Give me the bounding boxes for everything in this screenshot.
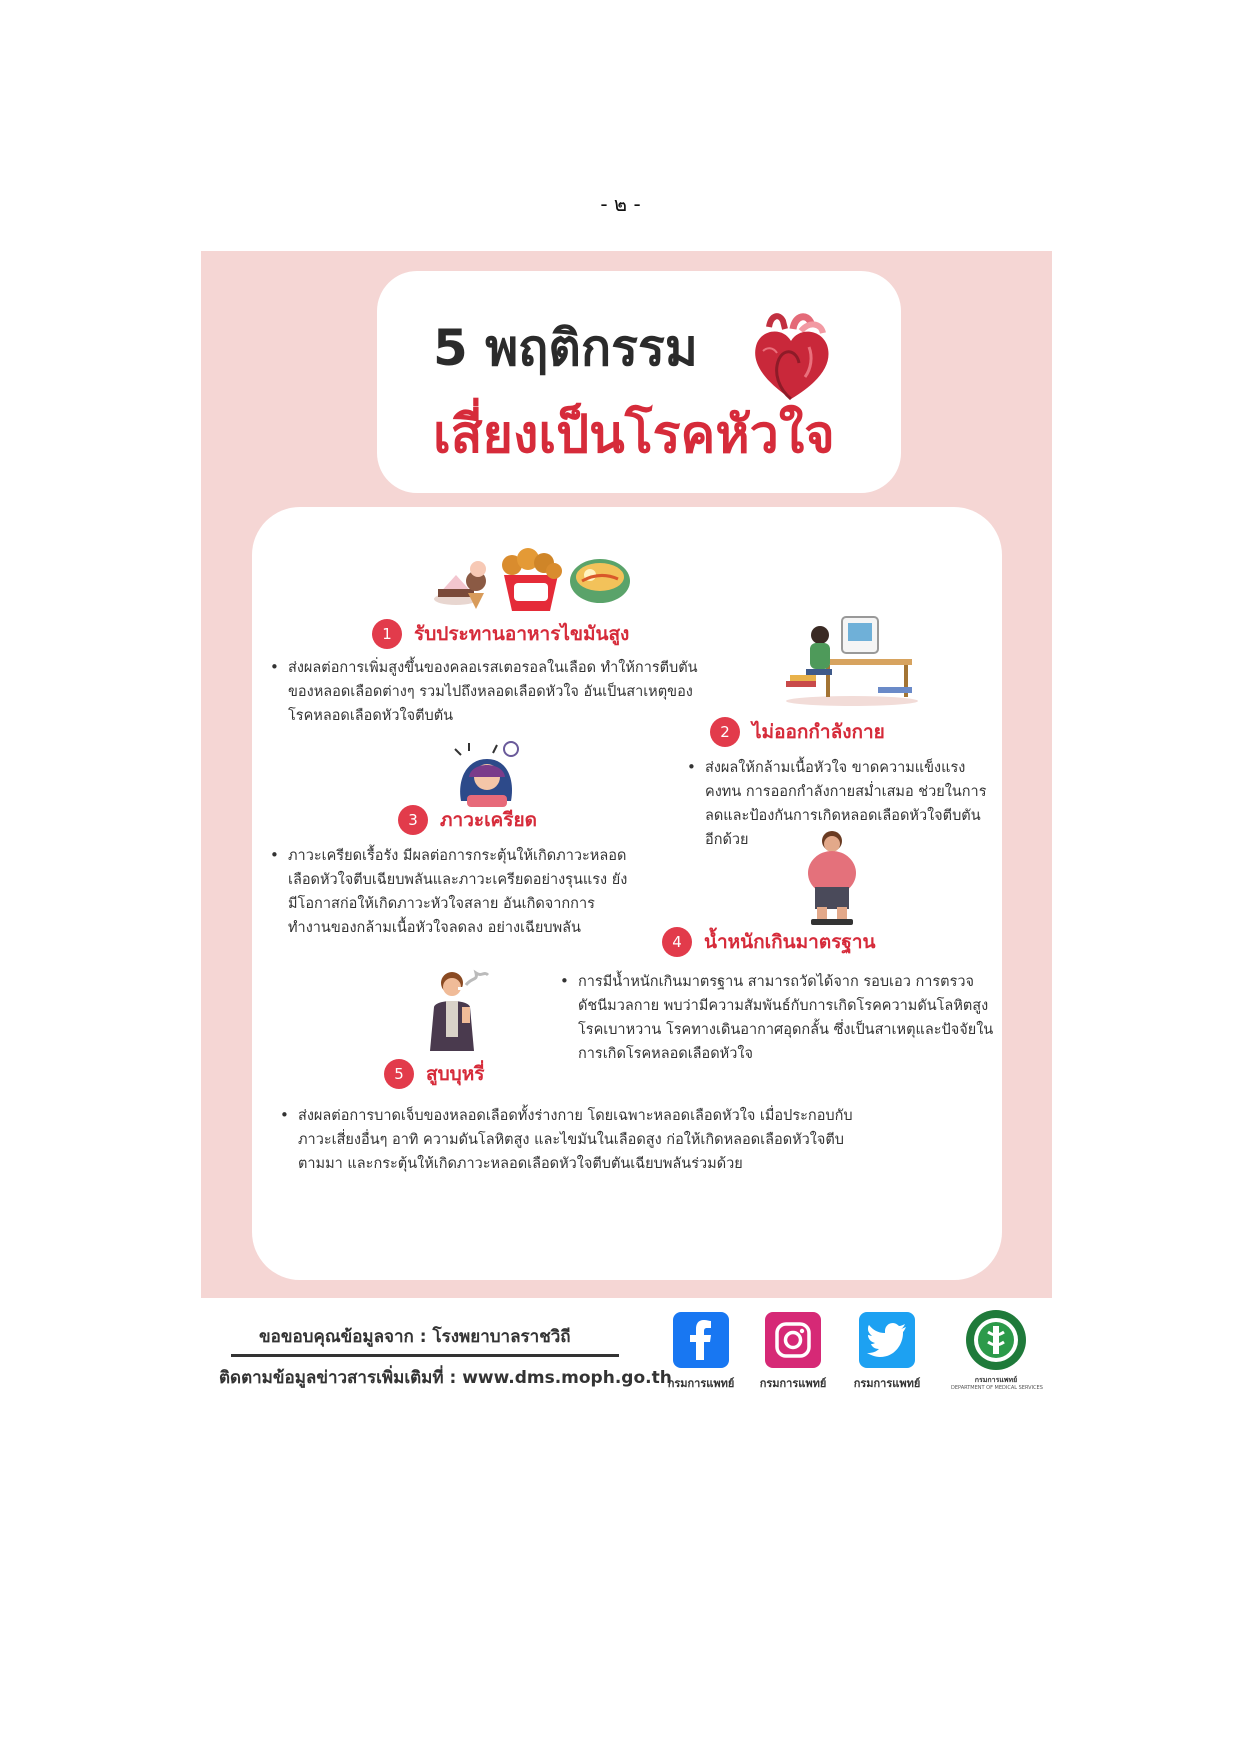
twitter-caption: กรมการแพทย์ <box>853 1377 921 1390</box>
instagram-icon[interactable] <box>765 1312 821 1368</box>
stressed-woman-icon <box>447 739 527 809</box>
section-4-body: • การมีน้ำหนักเกินมาตรฐาน สามารถวัดได้จาก รอบเอว การตรวจดัชนีมวลกาย พบว่ามีความสัมพันธ์กับการเกิดโรคความดันโลหิตสูง โรคเบาหวาน โรคทางเดินอากาศอุดกลั้น ซึ่งเป็นสาเหตุและปัจจัยในการเกิดโรคหลอดเลือดหัวใจ <box>560 969 998 1066</box>
poster-title-line2: เสี่ยงเป็นโรคหัวใจ <box>433 405 835 465</box>
section-2-number: 2 <box>710 717 740 747</box>
facebook-icon[interactable] <box>673 1312 729 1368</box>
section-1-heading <box>372 619 629 649</box>
dms-seal <box>951 1308 1041 1392</box>
heart-icon <box>749 307 833 403</box>
poster-title-line1: 5 พฤติกรรม <box>433 319 698 377</box>
section-4-heading <box>662 927 876 957</box>
section-1-body: • ส่งผลต่อการเพิ่มสูงขึ้นของคลอเรสเตอรอลในเลือด ทำให้การตีบตันของหลอดเลือดต่างๆ รวมไปถึงหลอดเลือดหัวใจ อันเป็นสาเหตุของโรคหลอดเลือดหัวใจตีบตัน <box>270 655 708 728</box>
section-3-heading <box>398 805 537 835</box>
title-card <box>377 271 901 493</box>
section-4-number: 4 <box>662 927 692 957</box>
poster-footer <box>201 1300 1052 1410</box>
dms-seal-subcaption: DEPARTMENT OF MEDICAL SERVICES <box>951 1385 1043 1391</box>
dms-seal-icon <box>964 1308 1028 1372</box>
dms-seal-caption: กรมการแพทย์ <box>974 1376 1018 1384</box>
desk-worker-icon <box>782 607 922 707</box>
facebook-link[interactable] <box>656 1312 746 1392</box>
section-1-number: 1 <box>372 619 402 649</box>
overweight-person-icon <box>797 829 867 927</box>
content-card <box>252 507 1002 1280</box>
twitter-link[interactable] <box>842 1312 932 1392</box>
section-5-body: • ส่งผลต่อการบาดเจ็บของหลอดเลือดทั้งร่างกาย โดยเฉพาะหลอดเลือดหัวใจ เมื่อประกอบกับภาวะเสี่ยงอื่นๆ อาทิ ความดันโลหิตสูง และไขมันในเลือดสูง ก่อให้เกิดหลอดเลือดหัวใจตีบตามมา และกระตุ้นให้เกิดภาวะหลอดเลือดหัวใจตีบตันเฉียบพลันร่วมด้วย <box>280 1103 858 1176</box>
follow-text: ติดตามข้อมูลข่าวสารเพิ่มเติมที่ : www.dms.moph.go.th <box>219 1368 672 1388</box>
section-2-title: ไม่ออกกำลังกาย <box>752 721 885 743</box>
food-icons <box>432 535 632 613</box>
section-3-number: 3 <box>398 805 428 835</box>
smoking-man-icon <box>422 967 492 1055</box>
section-2-heading <box>710 717 885 747</box>
credit-divider <box>231 1354 619 1357</box>
section-4-title: น้ำหนักเกินมาตรฐาน <box>704 931 876 953</box>
section-2-body: • ส่งผลให้กล้ามเนื้อหัวใจ ขาดความแข็งแรง คงทน การออกกำลังกายสม่ำเสมอ ช่วยในการลดและป้องกันการเกิดหลอดเลือดหัวใจตีบตันอีกด้วย <box>687 755 995 852</box>
section-3-title: ภาวะเครียด <box>440 809 537 831</box>
instagram-link[interactable] <box>748 1312 838 1392</box>
credit-text: ขอขอบคุณข้อมูลจาก : โรงพยาบาลราชวิถี <box>259 1327 571 1347</box>
facebook-caption: กรมการแพทย์ <box>667 1377 735 1390</box>
section-5-heading <box>384 1059 484 1089</box>
section-5-number: 5 <box>384 1059 414 1089</box>
page-number: - ๒ - <box>600 192 641 216</box>
infographic-poster <box>201 251 1052 1298</box>
twitter-icon[interactable] <box>859 1312 915 1368</box>
section-3-body: • ภาวะเครียดเรื้อรัง มีผลต่อการกระตุ้นให้เกิดภาวะหลอดเลือดหัวใจตีบเฉียบพลันและภาวะเครียดอย่างรุนแรง ยังมีโอกาสก่อให้เกิดภาวะหัวใจสลาย อันเกิดจากการทำงานของกล้ามเนื้อหัวใจลดลง อย่างเฉียบพลัน <box>270 843 633 940</box>
section-5-title: สูบบุหรี่ <box>426 1063 485 1085</box>
instagram-caption: กรมการแพทย์ <box>759 1377 827 1390</box>
section-1-title: รับประทานอาหารไขมันสูง <box>414 623 630 645</box>
